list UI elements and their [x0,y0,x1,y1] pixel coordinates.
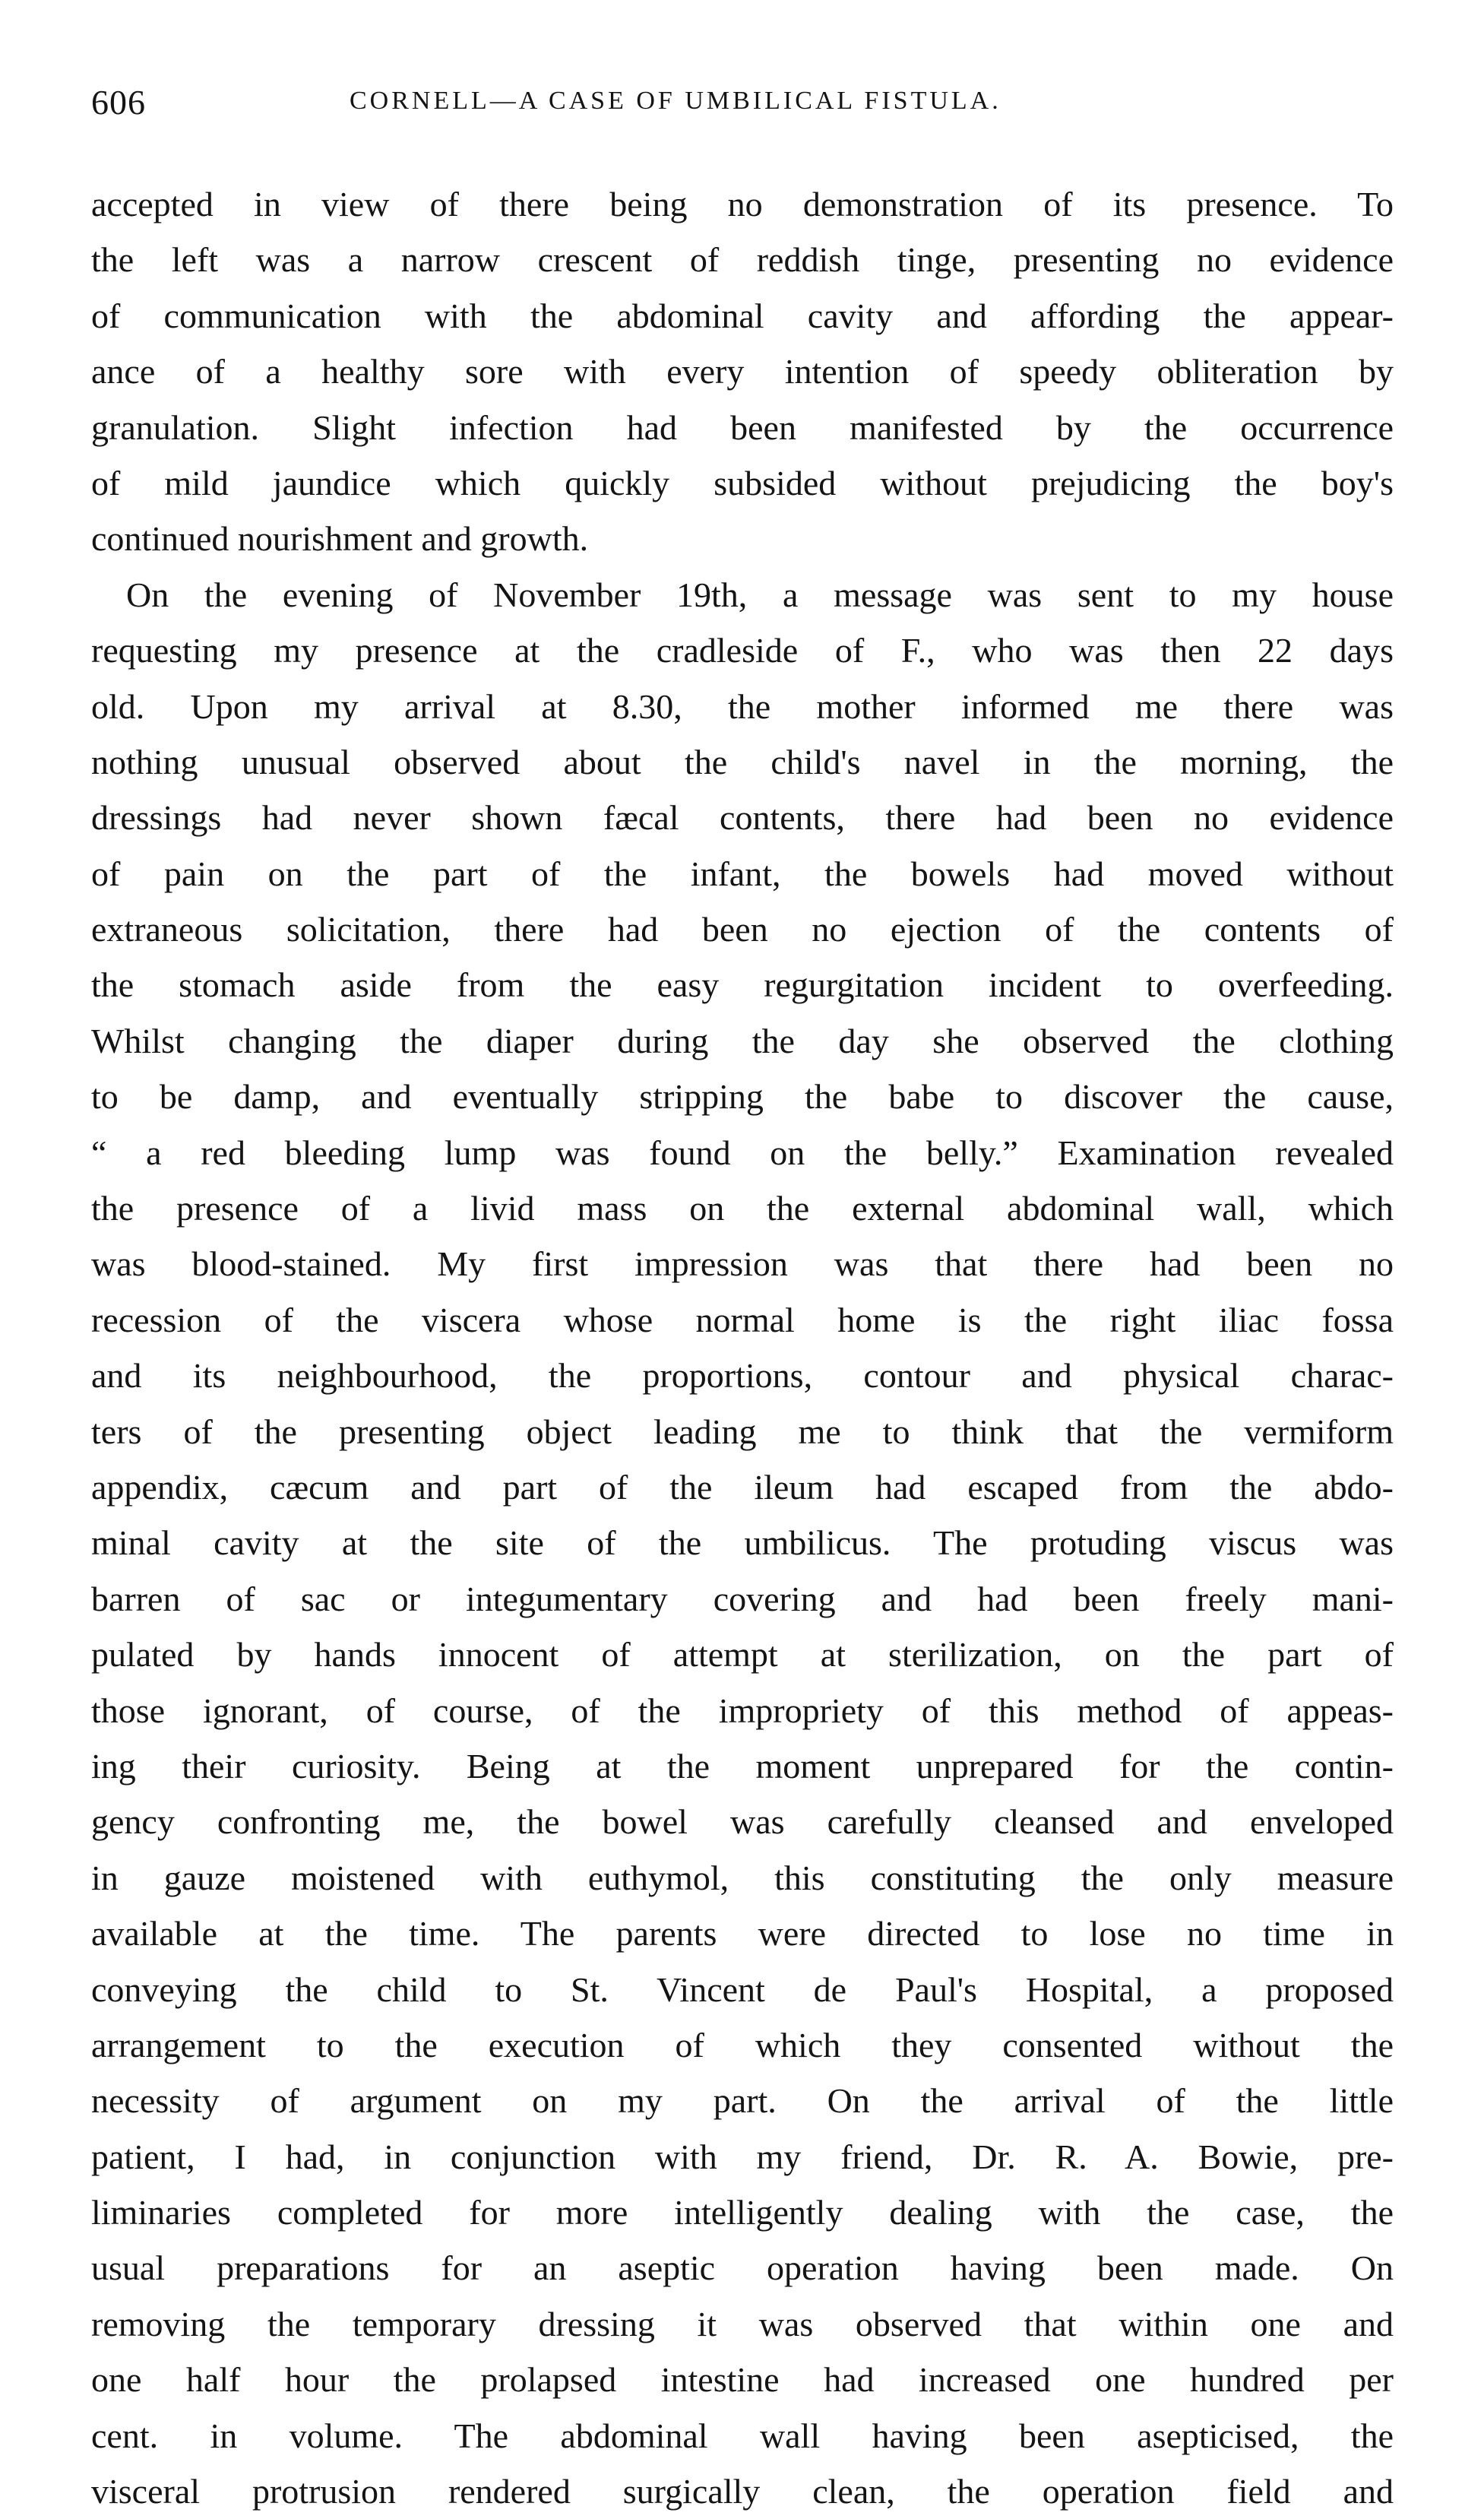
text-line: visceral protrusion rendered surgically clean, the operation field and [91,2472,1394,2511]
text-line: barren of sac or integumentary covering and had been freely mani- [91,1579,1394,1618]
text-line: cent. in volume. The abdominal wall having been asepticised, the [91,2416,1394,2455]
text-line: of communication with the abdominal cavity and affording the appear- [91,296,1394,335]
running-head [91,82,1394,128]
text-line: the presence of a livid mass on the external abdominal wall, which [91,1189,1394,1228]
text-line: liminaries completed for more intelligently dealing with the case, the [91,2193,1394,2232]
text-line: recession of the viscera whose normal home is the right iliac fossa [91,1300,1394,1339]
text-line: pulated by hands innocent of attempt at sterilization, on the part of [91,1635,1394,1675]
text-line: of mild jaundice which quickly subsided without prejudicing the boy's [91,463,1394,502]
body-text [91,176,1394,2519]
text-line: Whilst changing the diaper during the day she observed the clothing [91,1021,1394,1060]
text-line: accepted in view of there being no demonstration of its presence. To [91,185,1394,223]
text-line: and its neighbourhood, the proportions, contour and physical charac- [91,1356,1394,1396]
text-line: in gauze moistened with euthymol, this constituting the only measure [91,1858,1394,1897]
text-line: extraneous solicitation, there had been no ejection of the contents of [91,910,1394,949]
text-line: one half hour the prolapsed intestine had increased one hundred per [91,2360,1394,2400]
text-line: arrangement to the execution of which they consented without the [91,2025,1394,2064]
text-line: conveying the child to St. Vincent de Paul's Hospital, a proposed [91,1969,1394,2009]
text-line: nothing unusual observed about the child's navel in the morning, the [91,742,1394,781]
text-line: On the evening of November 19th, a message was sent to my house [126,575,1394,614]
text-line: gency confronting me, the bowel was carefully cleansed and enveloped [91,1802,1394,1842]
text-line: ance of a healthy sore with every intention of speedy obliteration by [91,352,1394,391]
text-line: of pain on the part of the infant, the bowels had moved without [91,854,1394,893]
text-line: was blood-stained. My first impression was that there had been no [91,1244,1394,1284]
text-line: usual preparations for an aseptic operation having been made. On [91,2248,1394,2288]
text-line: dressings had never shown fæcal contents, there had been no evidence [91,798,1394,838]
running-title: CORNELL—A CASE OF UMBILICAL FISTULA. [350,87,1001,115]
text-line: the stomach aside from the easy regurgitation incident to overfeeding. [91,965,1394,1005]
text-line: available at the time. The parents were directed to lose no time in [91,1914,1394,1953]
text-line: patient, I had, in conjunction with my friend, Dr. R. A. Bowie, pre- [91,2137,1394,2176]
text-line: “ a red bleeding lump was found on the belly.” Examination revealed [91,1133,1394,1172]
text-line: appendix, cæcum and part of the ileum had escaped from the abdo- [91,1467,1394,1507]
text-line: to be damp, and eventually stripping the babe to discover the cause, [91,1077,1394,1117]
text-line: minal cavity at the site of the umbilicus. The protuding viscus was [91,1523,1394,1563]
text-line: those ignorant, of course, of the impropriety of this method of appeas- [91,1690,1394,1730]
text-line: continued nourishment and growth. [91,519,589,559]
text-line: necessity of argument on my part. On the arrival of the little [91,2081,1394,2121]
text-line: ing their curiosity. Being at the moment unprepared for the contin- [91,1746,1394,1785]
page-number: 606 [91,83,146,122]
text-line: old. Upon my arrival at 8.30, the mother informed me there was [91,686,1394,726]
text-line: removing the temporary dressing it was observed that within one and [91,2304,1394,2343]
text-line: requesting my presence at the cradleside of F., who was then 22 days [91,631,1394,670]
text-line: granulation. Slight infection had been manifested by the occurrence [91,407,1394,447]
text-line: the left was a narrow crescent of reddish tinge, presenting no evidence [91,240,1394,280]
text-line: ters of the presenting object leading me to think that the vermiform [91,1412,1394,1451]
